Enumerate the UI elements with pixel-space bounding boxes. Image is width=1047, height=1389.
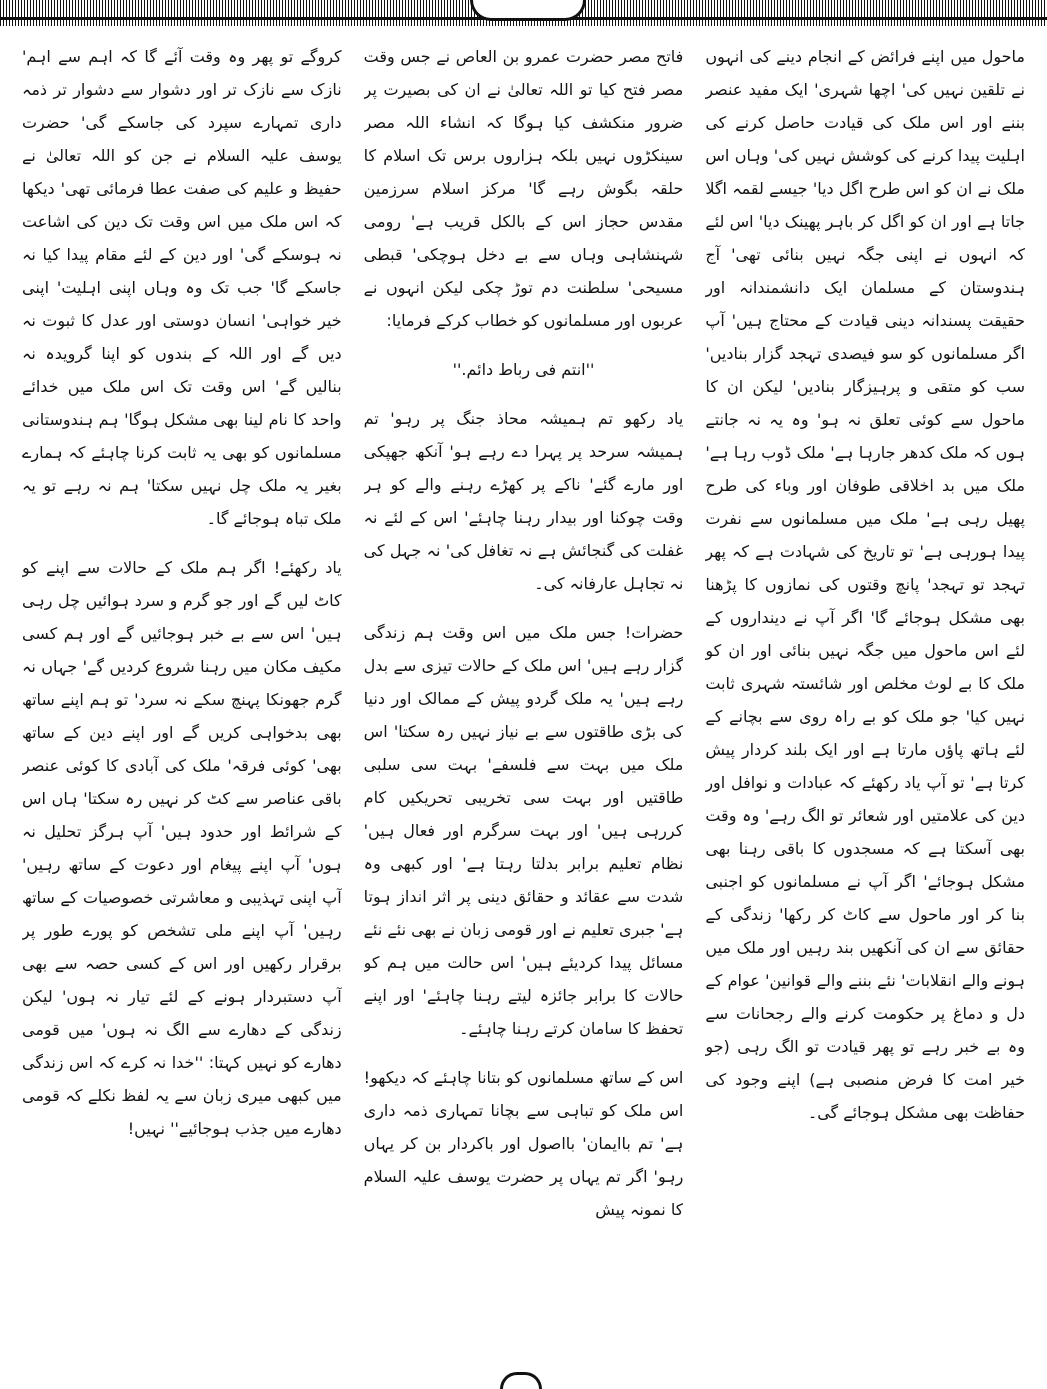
- paragraph: کروگے تو پھر وہ وقت آئے گا کہ اہم سے اہم' نازک سے نازک تر اور دشوار سے دشوار تر ذمہ داری تمہارے سپرد کی جاسکے گی' حضرت یوسف علیہ السلام نے جن کو اللہ تعالیٰ نے حفیظ و علیم کی صفت عطا فرمائی تھی' دیکھا کہ اس ملک میں اس وقت تک دین کی اشاعت نہ ہوسکے گی' اور دین کے لئے مقام پیدا کیا نہ جاسکے گا' جب تک وہ وہاں اپنی اہلیت' اپنی خیر خواہی' انسان دوستی اور عدل کا ثبوت نہ دیں گے اور اللہ کے بندوں کو اپنا گرویدہ نہ بنالیں گے' اس وقت تک اس ملک میں خدائے واحد کا نام لینا بھی مشکل ہوگا' ہم ہندوستانی مسلمانوں کو بھی یہ ثابت کرنا چاہئے کہ ہمارے بغیر یہ ملک چل نہیں سکتا' ہم نہ رہے تو یہ ملک تباہ ہوجائے گا۔: [21, 47, 342, 528]
- paragraph: یاد رکھئے! اگر ہم ملک کے حالات سے اپنے کو کاٹ لیں گے اور جو گرم و سرد ہوائیں چل رہی ہیں' اس سے بے خبر ہوجائیں گے اور ہم کسی مکیف مکان میں رہنا شروع کردیں گے' جہاں نہ گرم جھونکا پہنچ سکے نہ سرد' تو ہم اپنے ساتھ بھی بدخواہی کریں گے اور اپنے دین کے ساتھ بھی' کوئی فرقہ' ملک کی آبادی کا کوئی عنصر باقی عناصر سے کٹ کر نہیں رہ سکتا' ہاں اس کے شرائط اور حدود ہیں' آپ ہرگز تحلیل نہ ہوں' آپ اپنے پیغام اور دعوت کے ساتھ رہیں' آپ اپنی تہذیبی و معاشرتی خصوصیات کے ساتھ رہیں' آپ اپنے ملی تشخص کو پورے طور پر برقرار رکھیں اور اس کے کسی حصہ سے بھی آپ دستبردار ہونے کے لئے تیار نہ ہوں' لیکن زندگی کے دھارے سے الگ نہ ہوں' میں قومی دھارے کو نہیں کہتا: ''خدا نہ کرے کہ اس زندگی میں کبھی میری زبان سے یہ لفظ نکلے کہ قومی دھارے میں جذب ہوجائیے'' نہیں!: [21, 558, 342, 1138]
- column-middle: [364, 40, 684, 1356]
- paragraph: حضرات! جس ملک میں اس وقت ہم زندگی گزار رہے ہیں' اس ملک کے حالات تیزی سے بدل رہے ہیں' یہ ملک گردو پیش کے ممالک اور دنیا کی بڑی طاقتوں سے بے نیاز نہیں رہ سکتا' اس ملک میں بہت سے فلسفے' بہت سی سلبی طاقتیں اور بہت سی تخریبی تحریکیں کام کررہی ہیں' اور بہت سرگرم اور فعال ہیں' نظام تعلیم برابر بدلتا رہتا ہے' اور کبھی وہ شدت سے عقائد و حقائق دینی پر اثر انداز ہوتا ہے' جبری تعلیم نے اور قومی زبان نے بھی نئے نئے مسائل پیدا کردیئے ہیں' اس حالت میں ہم کو حالات کا برابر جائزہ لیتے رہنا چاہئے' اور اپنے تحفظ کا سامان کرتے رہنا چاہئے۔: [363, 623, 684, 1038]
- column-left: [22, 40, 342, 1356]
- paragraph: اس کے ساتھ مسلمانوں کو بتانا چاہئے کہ دیکھو! اس ملک کو تباہی سے بچانا تمہاری ذمہ داری ہے' تم باایمان' بااصول اور باکردار بن کر یہاں رہو' اگر تم یہاں پر حضرت یوسف علیہ السلام کا نمونہ پیش: [363, 1068, 684, 1219]
- header-ornament: [470, 0, 586, 21]
- article-body: [22, 40, 1025, 1356]
- footer-ornament: [500, 1372, 542, 1389]
- paragraph: ماحول میں اپنے فرائض کے انجام دینے کی انہوں نے تلقین نہیں کی' اچھا شہری' ایک مفید عنصر بننے اور اس ملک کی قیادت حاصل کرنے کی اہلیت پیدا کرنے کی کوشش نہیں کی' وہاں اس ملک نے ان کو اس طرح اگل دیا' جیسے لقمہ اگلا جاتا ہے اور ان کو اگل کر باہر پھینک دیا' اس لئے کہ انہوں نے اپنی جگہ نہیں بنائی تھی' آج ہندوستان کے مسلمان ایک دانشمندانہ اور حقیقت پسندانہ دینی قیادت کے محتاج ہیں' آپ اگر مسلمانوں کو سو فیصدی تہجد گزار بنادیں' سب کو متقی و پرہیزگار بنادیں' لیکن ان کا ماحول سے کوئی تعلق نہ ہو' وہ یہ نہ جانتے ہوں کہ ملک کدھر جارہا ہے' ملک ڈوب رہا ہے' ملک میں بد اخلاقی طوفان اور وباء کی طرح پھیل رہی ہے' ملک میں مسلمانوں سے نفرت پیدا ہورہی ہے' تو تاریخ کی شہادت ہے کہ پھر تہجد تو تہجد' پانچ وقتوں کی نمازوں کا پڑھنا بھی مشکل ہوجائے گا' اگر آپ نے دینداروں کے لئے اس ماحول میں جگہ نہیں بنائی اور ان کو ملک کا بے لوث مخلص اور شائستہ شہری ثابت نہیں کیا' جو ملک کو بے راہ روی سے بچانے کے لئے ہاتھ پاؤں مارتا ہے اور ایک بلند کردار پیش کرتا ہے' تو آپ یاد رکھئے کہ عبادات و نوافل اور دین کی علامتیں اور شعائر تو الگ رہے' وہ وقت بھی آسکتا ہے کہ مسجدوں کا باقی رہنا بھی مشکل ہوجائے' اگر آپ نے مسلمانوں کو اجنبی بنا کر اور ماحول سے کاٹ کر رکھا' زندگی کے حقائق سے ان کی آنکھیں بند رہیں اور ملک میں ہونے والے انقلابات' نئے بننے والے قوانین' عوام کے دل و دماغ پر حکومت کرنے والے رجحانات سے وہ بے خبر رہے تو پھر قیادت تو الگ رہی (جو خیر امت کا فرض منصبی ہے) اپنے وجود کی حفاظت بھی مشکل ہوجائے گی۔: [705, 47, 1025, 1122]
- paragraph: فاتح مصر حضرت عمرو بن العاص نے جس وقت مصر فتح کیا تو اللہ تعالیٰ نے ان کی بصیرت پر ضرور منکشف کیا ہوگا کہ انشاء اللہ مصر سینکڑوں نہیں بلکہ ہزاروں برس تک اسلام کا حلقہ بگوش رہے گا' مرکز اسلام سرزمین مقدس حجاز اس کے بالکل قریب ہے' رومی شہنشاہی وہاں سے بے دخل ہوچکی' قبطی مسیحی' سلطنت دم توڑ چکی لیکن انہوں نے عربوں اور مسلمانوں کو خطاب کرکے فرمایا:: [363, 47, 684, 330]
- column-right: [705, 40, 1025, 1356]
- arabic-quote: ''انتم فی رباط دائم.'': [452, 360, 595, 379]
- paragraph: یاد رکھو تم ہمیشہ محاذ جنگ پر رہو' تم ہمیشہ سرحد پر پہرا دے رہے ہو' آنکھ جھپکی اور مارے گئے' ناکے پر کھڑے رہنے والے کو ہر وقت چوکنا اور بیدار رہنا چاہئے' اس کے لئے نہ غفلت کی گنجائش ہے نہ تغافل کی' نہ جہل کی نہ تجاہل عارفانہ کی۔: [363, 409, 684, 593]
